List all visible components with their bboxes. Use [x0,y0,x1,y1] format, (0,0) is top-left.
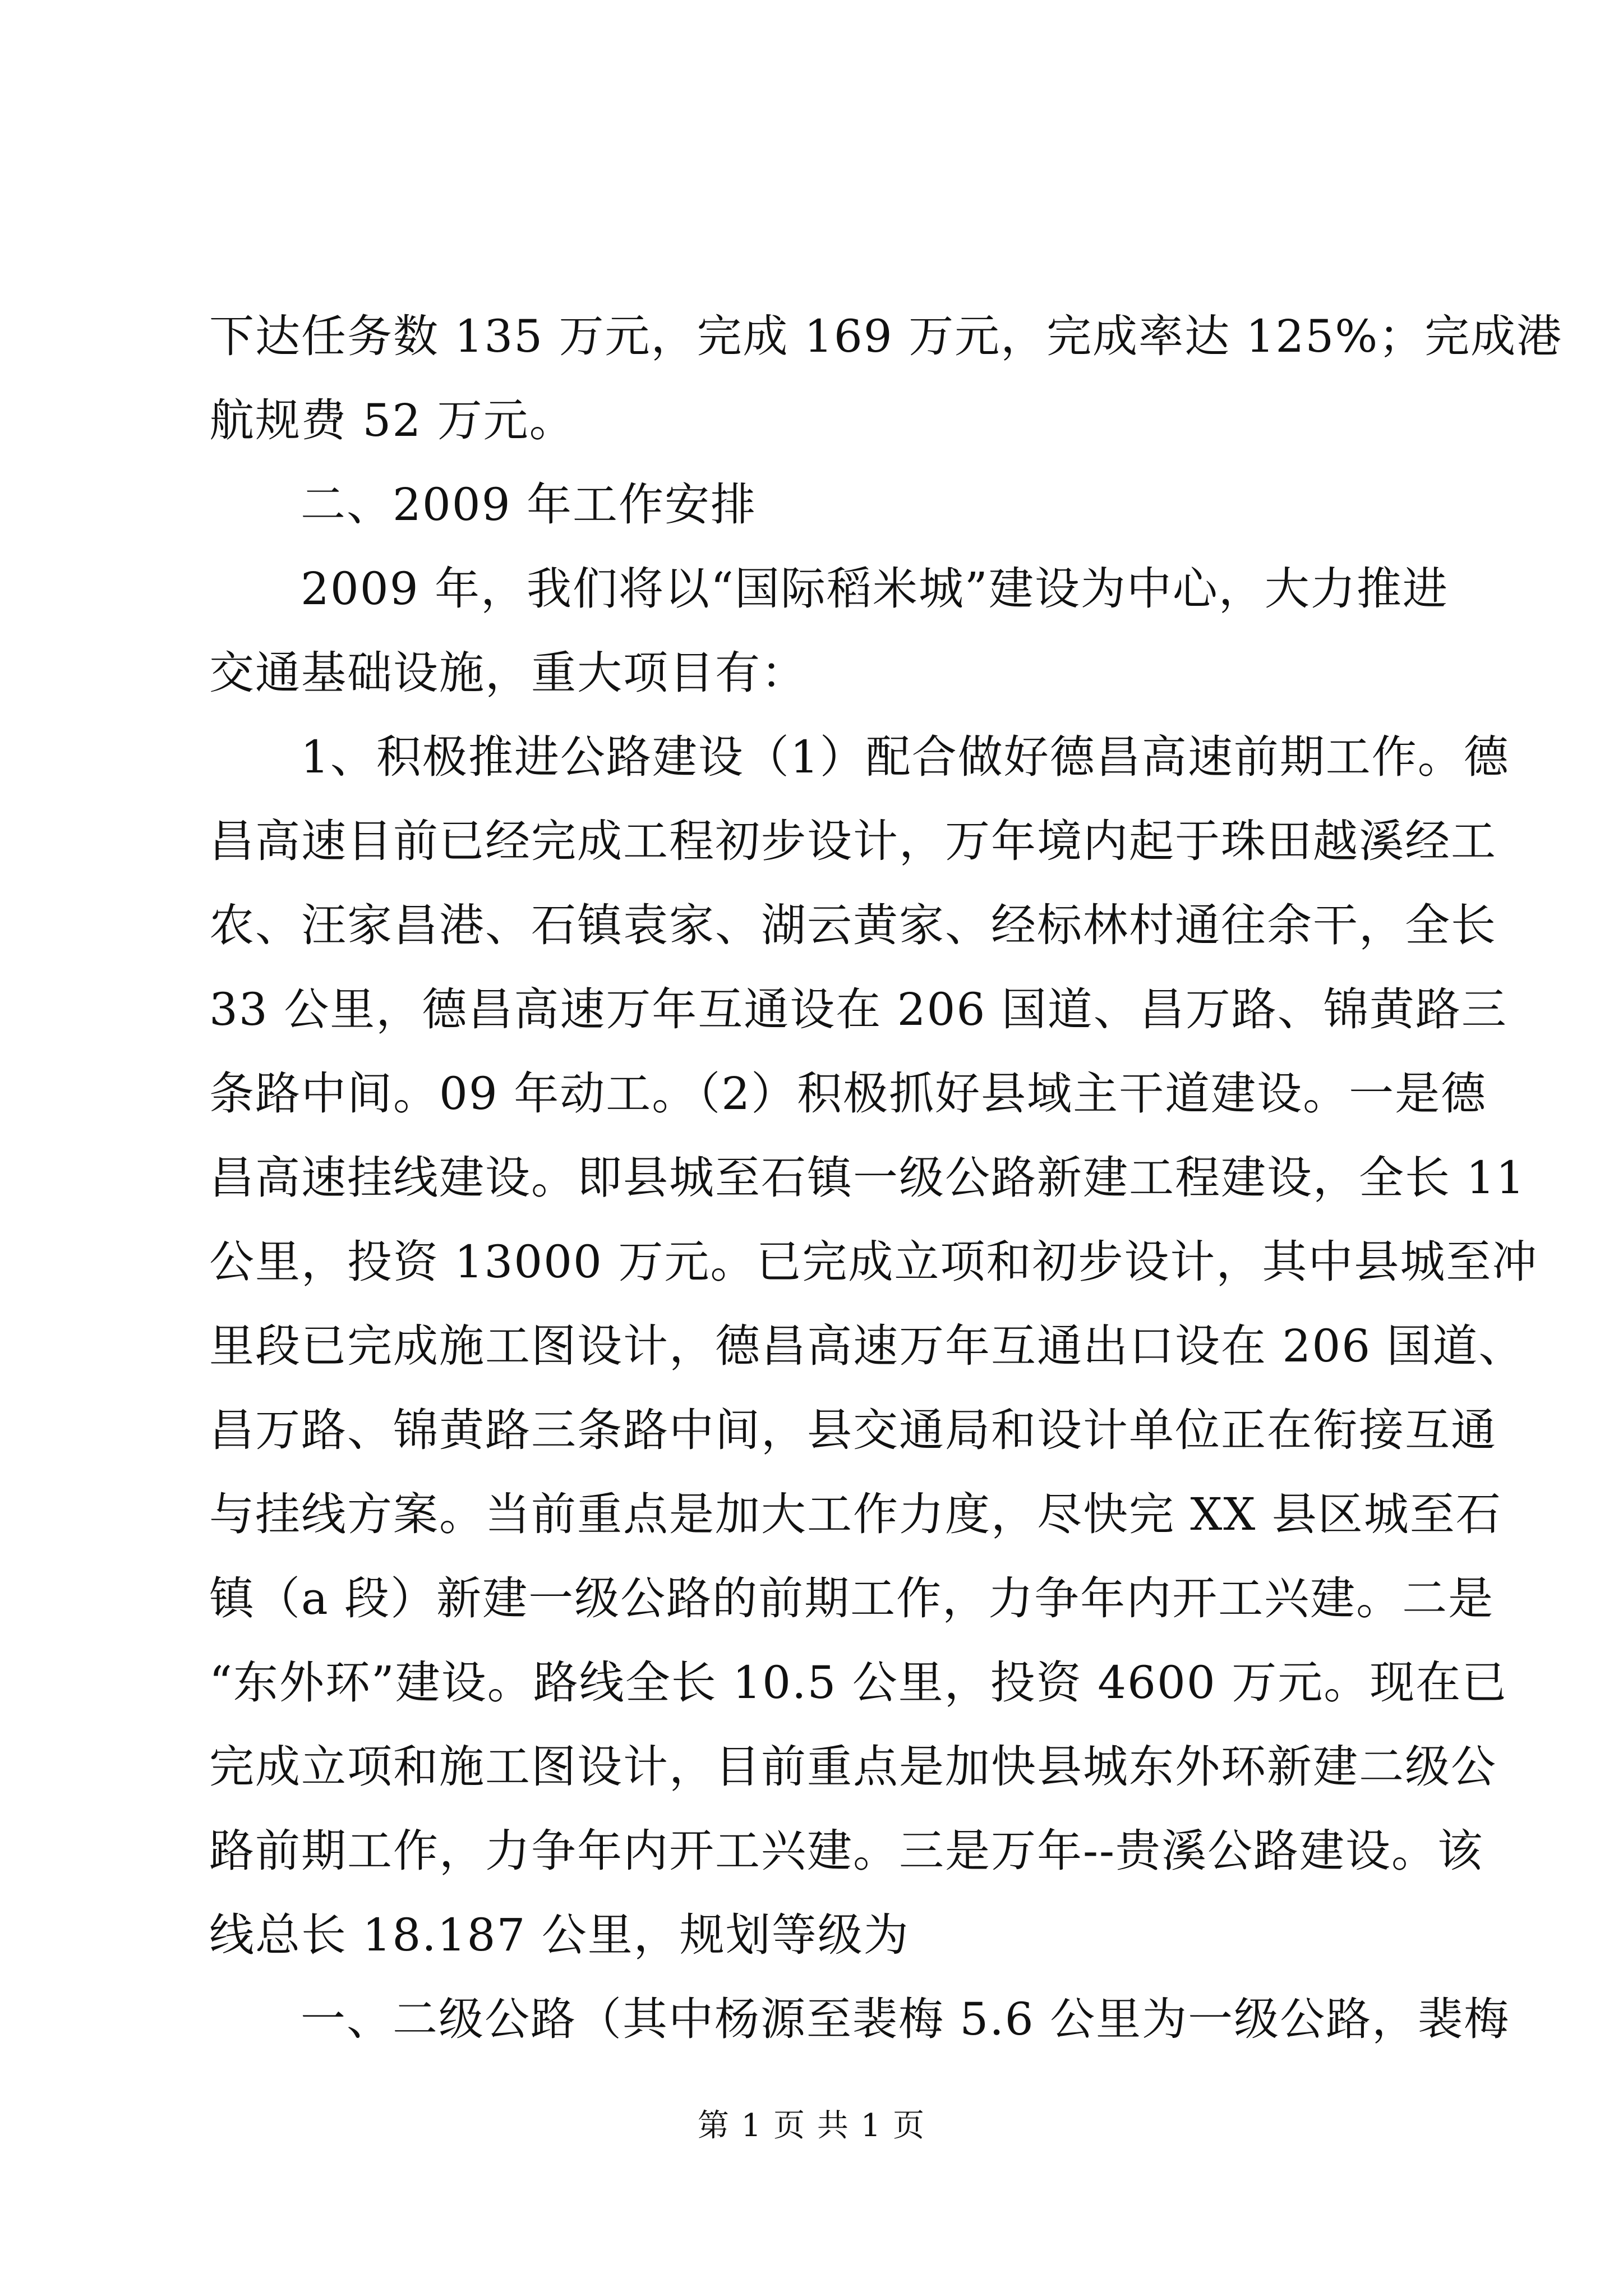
text-line [0,379,1623,463]
section-heading-text: 二、2009 年工作安排 [301,478,757,531]
page-footer [0,2098,1623,2154]
text-line-content: 一、二级公路（其中杨源至裴梅 5.6 公里为一级公路，裴梅 [301,1993,1510,2045]
text-line [0,1725,1623,1809]
text-line-content: 下达任务数 135 万元，完成 169 万元，完成率达 125%；完成港 [209,310,1563,362]
text-line-content: 镇（a 段）新建一级公路的前期工作，力争年内开工兴建。二是 [209,1572,1495,1625]
text-line [0,1641,1623,1725]
text-line [0,1893,1623,1977]
text-line [0,1977,1623,2062]
text-line [0,1388,1623,1473]
text-line-content: 公里，投资 13000 万元。已完成立项和初步设计，其中县城至冲 [209,1236,1538,1288]
text-line-content: 条路中间。09 年动工。（2）积极抓好县域主干道建设。一是德 [209,1068,1487,1120]
text-line-content: 交通基础设施，重大项目有： [209,647,807,699]
text-line [0,1304,1623,1388]
text-line-content: 航规费 52 万元。 [209,394,575,447]
text-line-content: 1、积极推进公路建设（1）配合做好德昌高速前期工作。德 [301,731,1510,783]
text-line-content: 与挂线方案。当前重点是加大工作力度，尽快完 XX 县区城至石 [209,1488,1502,1540]
text-line-content: 昌高速挂线建设。即县城至石镇一级公路新建工程建设，全长 11 [209,1152,1526,1204]
text-line [0,968,1623,1052]
text-line [0,631,1623,715]
text-line [0,1809,1623,1893]
text-line-content: 线总长 18.187 公里，规划等级为 [209,1909,910,1961]
text-line [0,1052,1623,1136]
text-line-content: 里段已完成施工图设计，德昌高速万年互通出口设在 206 国道、 [209,1320,1525,1372]
text-line-content: 昌万路、锦黄路三条路中间，县交通局和设计单位正在衔接互通 [209,1404,1497,1456]
text-line-content: 农、汪家昌港、石镇袁家、湖云黄家、经标林村通往余干，全长 [209,899,1497,951]
text-line-content: 昌高速目前已经完成工程初步设计，万年境内起于珠田越溪经工 [209,815,1497,867]
text-line [0,547,1623,631]
text-line [0,799,1623,884]
text-line [0,295,1623,379]
text-line [0,1220,1623,1304]
text-line-content: 2009 年，我们将以“国际稻米城”建设为中心，大力推进 [301,563,1449,615]
text-line-content: 完成立项和施工图设计，目前重点是加快县城东外环新建二级公 [209,1741,1497,1793]
page-number-label: 第 1 页 共 1 页 [697,2108,926,2144]
text-line [0,1473,1623,1557]
text-line [0,884,1623,968]
text-line-content: 33 公里，德昌高速万年互通设在 206 国道、昌万路、锦黄路三 [209,983,1507,1036]
text-line [0,1136,1623,1220]
section-heading [0,463,1623,547]
text-line-content: “东外环”建设。路线全长 10.5 公里，投资 4600 万元。现在已 [209,1657,1508,1709]
text-line-content: 路前期工作，力争年内开工兴建。三是万年--贵溪公路建设。该 [209,1825,1484,1877]
text-line [0,1557,1623,1641]
text-line [0,715,1623,799]
